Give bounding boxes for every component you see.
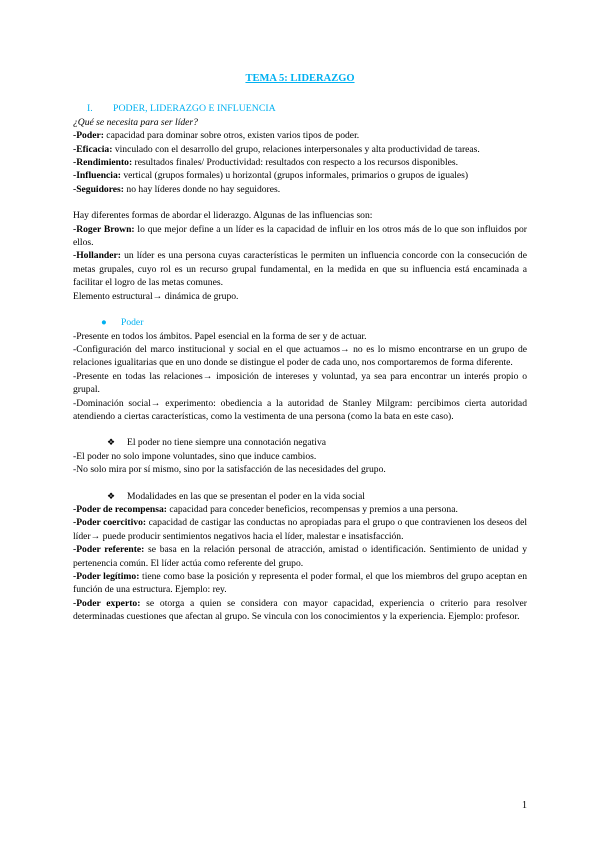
power-type-paragraph xyxy=(73,543,527,570)
definition-text: capacidad para dominar sobre otros, existen varios tipos de poder. xyxy=(103,130,360,142)
definition-paragraph xyxy=(73,169,527,182)
section-heading xyxy=(87,102,527,115)
bullet-icon: ● xyxy=(101,317,107,329)
definition-paragraph xyxy=(73,156,527,169)
definition-term: -Eficacia: xyxy=(73,143,113,155)
power-type-paragraph xyxy=(73,570,527,597)
power-type-text: tiene como base la posición y representa el poder formal, el que los miembros del grupo aceptan en función de una estructura. Ejemplo: rey. xyxy=(73,571,527,596)
power-type-text: capacidad de castigar las conductas no apropiadas para el grupo o que contravienen los deseos del líder→ puede producir sentimientos negativos hacia el líder, malestar e insatisfacción. xyxy=(73,517,527,542)
page-content xyxy=(73,72,527,624)
power-type-term: -Poder experto: xyxy=(73,597,141,609)
diamond-bullet-icon: ❖ xyxy=(107,490,116,501)
power-type-term: -Poder coercitivo: xyxy=(73,517,147,529)
definition-term: -Poder: xyxy=(73,130,104,142)
section-title: PODER, LIDERAZGO E INFLUENCIA xyxy=(113,103,276,115)
section-number: I. xyxy=(87,103,93,115)
power-type-paragraph xyxy=(73,597,527,624)
author-text: lo que mejor define a un líder es la capacidad de influir en los otros más de lo que son influidos por ellos. xyxy=(73,223,527,249)
poder-subheading-label: Poder xyxy=(121,317,144,329)
definition-paragraph xyxy=(73,129,527,142)
author-term: -Roger Brown: xyxy=(73,223,135,235)
definition-text: no hay líderes donde no hay seguidores. xyxy=(124,183,281,195)
definition-term: -Rendimiento: xyxy=(73,157,133,169)
definition-paragraph xyxy=(73,183,527,196)
question-line: ¿Qué se necesita para ser líder? xyxy=(73,116,198,128)
poder-line: -Dominación social→ experimento: obediencia a la autoridad de Stanley Milgram: percibimos cierta autoridad atendiendo a ciertas características, como la vestimenta de una persona (como la bata en este caso). xyxy=(73,397,527,422)
author-term: -Hollander: xyxy=(73,250,121,262)
power-type-paragraph xyxy=(73,516,527,543)
diamond-line: -El poder no solo impone voluntades, sino que induce cambios. xyxy=(73,450,317,462)
diamond-heading xyxy=(107,436,527,449)
diamond-heading-text: El poder no tiene siempre una connotación negativa xyxy=(127,437,327,449)
diamond-line: -No solo mira por sí mismo, sino por la satisfacción de las necesidades del grupo. xyxy=(73,464,386,476)
page-number: 1 xyxy=(522,800,527,811)
diamond-heading-text: Modalidades en las que se presentan el poder en la vida social xyxy=(127,490,365,502)
power-type-term: -Poder de recompensa: xyxy=(73,503,167,515)
power-type-term: -Poder legítimo: xyxy=(73,571,140,582)
element-line: Elemento estructural→ dinámica de grupo. xyxy=(73,290,239,302)
definition-text: vinculado con el desarrollo del grupo, relaciones interpersonales y alta productividad de tareas. xyxy=(112,143,480,155)
document-title: TEMA 5: LIDERAZGO xyxy=(245,73,355,84)
diamond-bullet-icon: ❖ xyxy=(107,437,116,448)
intro-paragraph: Hay diferentes formas de abordar el liderazgo. Algunas de las influencias son: xyxy=(73,210,373,222)
power-type-text: se otorga a quien se considera con mayor capacidad, experiencia o criterio para resolver determinadas cuestiones que afectan al grupo. Se vincula con los conocimientos y la experiencia. Ejemplo: profesor. xyxy=(73,597,527,623)
power-type-paragraph xyxy=(73,503,527,516)
power-type-text: se basa en la relación personal de atracción, amistad o identificación. Sentimiento de unidad y pertenencia común. El líder actúa como referente del grupo. xyxy=(73,544,527,569)
definition-text: vertical (grupos formales) u horizontal (grupos informales, primarios o grupos de iguales) xyxy=(120,170,469,182)
definition-text: resultados finales/ Productividad: resultados con respecto a los recursos disponibles. xyxy=(132,157,459,169)
definition-term: -Seguidores: xyxy=(73,183,124,195)
poder-subheading xyxy=(101,316,527,329)
author-text: un líder es una persona cuyas características le permiten un influencia concorde con la consecución de metas grupales, cuyo rol es un recurso grupal fundamental, en la medida en que su influencia está encaminada a facilitar el logro de las metas comunes. xyxy=(73,250,527,289)
diamond-heading xyxy=(107,490,527,503)
power-type-text: capacidad para conceder beneficios, recompensas y premios a una persona. xyxy=(166,503,458,515)
author-paragraph xyxy=(73,223,527,250)
definition-paragraph xyxy=(73,143,527,156)
power-type-term: -Poder referente: xyxy=(73,544,145,556)
poder-line: -Configuración del marco institucional y social en el que actuamos→ no es lo mismo encontrarse en un grupo de relaciones igualitarias que en uno donde se distingue el poder de cada uno, nos comportaremos de forma diferente. xyxy=(73,343,527,369)
definition-term: -Influencia: xyxy=(73,170,121,182)
author-paragraph xyxy=(73,249,527,289)
poder-line: -Presente en todos los ámbitos. Papel esencial en la forma de ser y de actuar. xyxy=(73,330,367,342)
poder-line: -Presente en todas las relaciones→ imposición de intereses y voluntad, ya sea para encontrar un interés propio o grupal. xyxy=(73,370,527,396)
